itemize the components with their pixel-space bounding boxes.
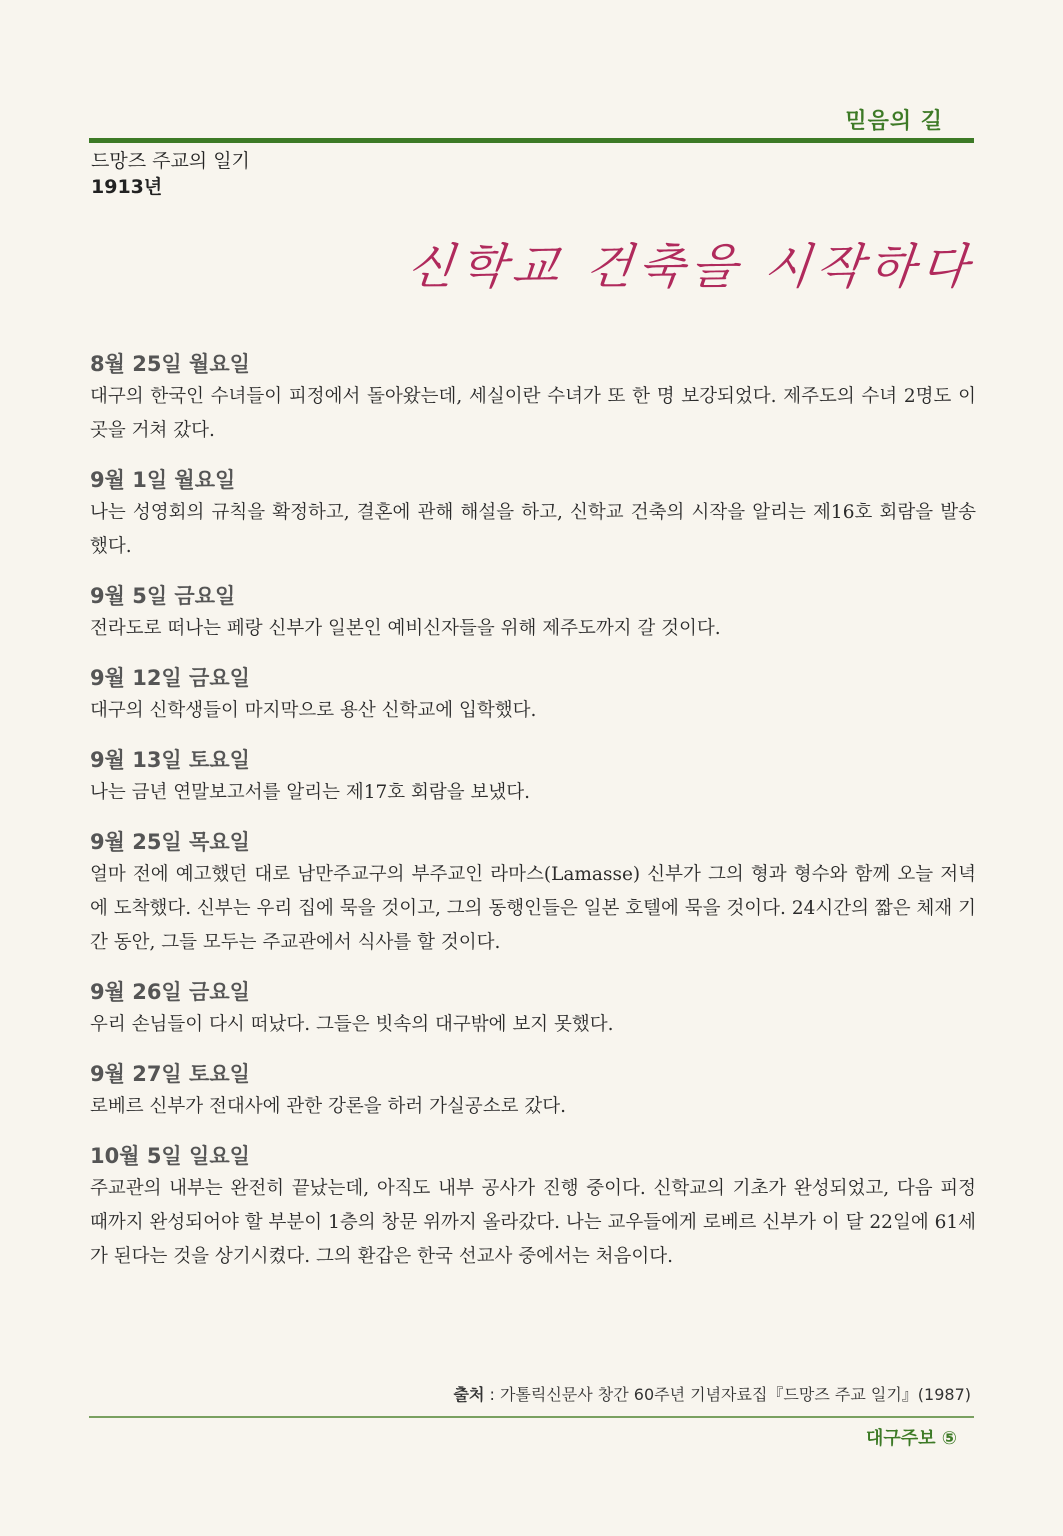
entry-date: 10월 5일 일요일 (90, 1144, 250, 1168)
entry-date: 9월 25일 목요일 (90, 830, 250, 854)
entry-text: 대구의 한국인 수녀들이 피정에서 돌아왔는데, 세실이란 수녀가 또 한 명 보강되었다. 제주도의 수녀 2명도 이곳을 거쳐 갔다. (90, 386, 976, 441)
diary-entry (90, 976, 976, 1042)
diary-entry (90, 464, 976, 564)
series-block (91, 148, 250, 200)
entry-date: 9월 26일 금요일 (90, 980, 250, 1004)
diary-entry (90, 1140, 976, 1274)
entry-text: 나는 성영회의 규칙을 확정하고, 결혼에 관해 해설을 하고, 신학교 건축의 시작을 알리는 제16호 회람을 발송했다. (90, 502, 976, 557)
bottom-divider (89, 1416, 974, 1418)
section-title: 믿음의 길 (845, 109, 943, 134)
article-title: 신학교 건축을 시작하다 (404, 239, 977, 295)
series-title: 드망즈 주교의 일기 (91, 150, 250, 172)
diary-entry (90, 348, 976, 448)
entry-text: 얼마 전에 예고했던 대로 남만주교구의 부주교인 라마스(Lamasse) 신부가 그의 형과 형수와 함께 오늘 저녁에 도착했다. 신부는 우리 집에 묵을 것이고, 그의 동행인들은 일본 호텔에 묵을 것이다. 24시간의 짧은 체재 기간 동안, 그들 모두는 주교관에서 식사를 할 것이다. (90, 864, 976, 953)
diary-entry (90, 1058, 976, 1124)
diary-entries (90, 348, 976, 1290)
entry-text: 대구의 신학생들이 마지막으로 용산 신학교에 입학했다. (90, 700, 537, 721)
source-label: 출처 (453, 1385, 485, 1404)
entry-date: 8월 25일 월요일 (90, 352, 250, 376)
entry-text: 나는 금년 연말보고서를 알리는 제17호 회람을 보냈다. (90, 782, 530, 803)
top-divider (89, 138, 974, 143)
entry-date: 9월 1일 월요일 (90, 468, 236, 492)
entry-text: 로베르 신부가 전대사에 관한 강론을 하러 가실공소로 갔다. (90, 1096, 566, 1117)
source-citation (453, 1382, 971, 1405)
series-year: 1913년 (91, 176, 163, 198)
entry-date: 9월 12일 금요일 (90, 666, 250, 690)
entry-date: 9월 27일 토요일 (90, 1062, 250, 1086)
entry-text: 우리 손님들이 다시 떠났다. 그들은 빗속의 대구밖에 보지 못했다. (90, 1014, 614, 1035)
publication-footer: 대구주보 ⑤ (865, 1428, 957, 1449)
entry-text: 주교관의 내부는 완전히 끝났는데, 아직도 내부 공사가 진행 중이다. 신학교의 기초가 완성되었고, 다음 피정 때까지 완성되어야 할 부분이 1층의 창문 위까지 올라갔다. 나는 교우들에게 로베르 신부가 이 달 22일에 61세가 된다는 것을 상기시켰다. 그의 환갑은 한국 선교사 중에서는 처음이다. (90, 1178, 976, 1267)
diary-entry (90, 580, 976, 646)
source-text: : 가톨릭신문사 창간 60주년 기념자료집『드망즈 주교 일기』(1987) (484, 1385, 971, 1404)
diary-entry (90, 826, 976, 960)
diary-entry (90, 744, 976, 810)
entry-date: 9월 5일 금요일 (90, 584, 236, 608)
diary-entry (90, 662, 976, 728)
entry-date: 9월 13일 토요일 (90, 748, 250, 772)
entry-text: 전라도로 떠나는 페랑 신부가 일본인 예비신자들을 위해 제주도까지 갈 것이다. (90, 618, 721, 639)
